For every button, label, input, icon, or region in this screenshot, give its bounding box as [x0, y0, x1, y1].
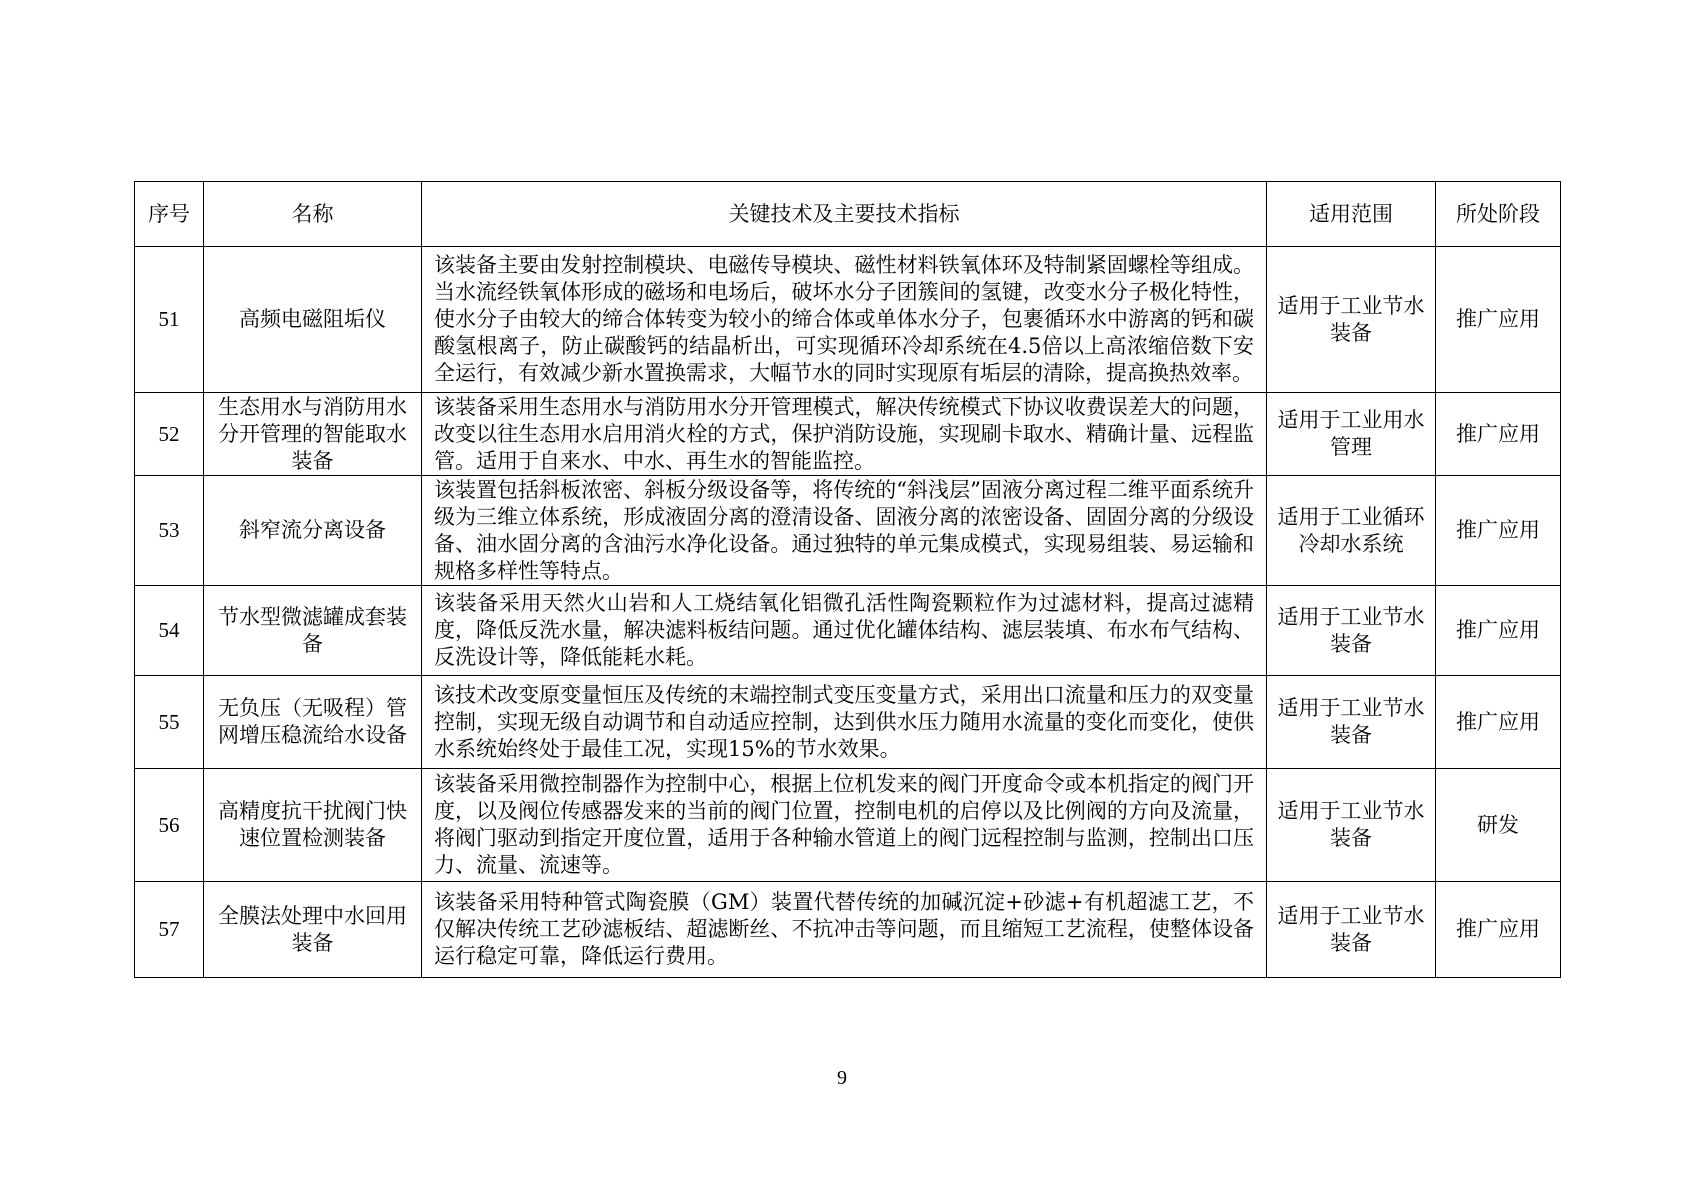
name-cell: 斜窄流分离设备 [204, 476, 422, 586]
scope-cell: 适用于工业节水装备 [1267, 769, 1436, 882]
name-cell: 生态用水与消防用水分开管理的智能取水装备 [204, 393, 422, 476]
technology-cell: 该装备采用微控制器作为控制中心，根据上位机发来的阀门开度命令或本机指定的阀门开度，以及阀位传感器发来的当前的阀门位置，控制电机的启停以及比例阀的方向及流量，将阀门驱动到指定开度位置，适用于各种输水管道上的阀门远程控制与监测，控制出口压力、流量、流速等。 [422, 769, 1267, 882]
stage-cell: 推广应用 [1436, 393, 1561, 476]
stage-cell: 推广应用 [1436, 586, 1561, 676]
table-row [135, 476, 1561, 586]
row-number-cell: 51 [135, 247, 204, 393]
header-scope: 适用范围 [1267, 182, 1436, 247]
stage-cell: 推广应用 [1436, 476, 1561, 586]
stage-cell: 推广应用 [1436, 882, 1561, 978]
name-cell: 节水型微滤罐成套装备 [204, 586, 422, 676]
table-row [135, 247, 1561, 393]
scope-cell: 适用于工业节水装备 [1267, 247, 1436, 393]
scope-cell: 适用于工业循环冷却水系统 [1267, 476, 1436, 586]
scope-cell: 适用于工业节水装备 [1267, 586, 1436, 676]
row-number-cell: 55 [135, 676, 204, 769]
technology-cell: 该装备采用生态用水与消防用水分开管理模式，解决传统模式下协议收费误差大的问题，改变以往生态用水启用消火栓的方式，保护消防设施，实现刷卡取水、精确计量、远程监管。适用于自来水、中水、再生水的智能监控。 [422, 393, 1267, 476]
table-row [135, 676, 1561, 769]
technology-cell: 该装备主要由发射控制模块、电磁传导模块、磁性材料铁氧体环及特制紧固螺栓等组成。当水流经铁氧体形成的磁场和电场后，破坏水分子团簇间的氢键，改变水分子极化特性，使水分子由较大的缔合体转变为较小的缔合体或单体水分子，包裹循环水中游离的钙和碳酸氢根离子，防止碳酸钙的结晶析出，可实现循环冷却系统在4.5倍以上高浓缩倍数下安全运行，有效减少新水置换需求，大幅节水的同时实现原有垢层的清除，提高换热效率。 [422, 247, 1267, 393]
name-cell: 全膜法处理中水回用装备 [204, 882, 422, 978]
page-number: 9 [837, 1067, 847, 1089]
row-number-cell: 52 [135, 393, 204, 476]
row-number-cell: 54 [135, 586, 204, 676]
scope-cell: 适用于工业用水管理 [1267, 393, 1436, 476]
name-cell: 无负压（无吸程）管网增压稳流给水设备 [204, 676, 422, 769]
row-number-cell: 56 [135, 769, 204, 882]
header-serial-number: 序号 [135, 182, 204, 247]
header-stage: 所处阶段 [1436, 182, 1561, 247]
table-row [135, 882, 1561, 978]
name-cell: 高频电磁阻垢仪 [204, 247, 422, 393]
scope-cell: 适用于工业节水装备 [1267, 882, 1436, 978]
table-row [135, 769, 1561, 882]
technology-cell: 该装备采用天然火山岩和人工烧结氧化铝微孔活性陶瓷颗粒作为过滤材料，提高过滤精度，降低反洗水量，解决滤料板结问题。通过优化罐体结构、滤层装填、布水布气结构、反洗设计等，降低能耗水耗。 [422, 586, 1267, 676]
stage-cell: 推广应用 [1436, 676, 1561, 769]
technology-cell: 该技术改变原变量恒压及传统的末端控制式变压变量方式，采用出口流量和压力的双变量控制，实现无级自动调节和自动适应控制，达到供水压力随用水流量的变化而变化，使供水系统始终处于最佳工况，实现15%的节水效果。 [422, 676, 1267, 769]
header-name: 名称 [204, 182, 422, 247]
table-row [135, 393, 1561, 476]
table-header-row [135, 182, 1561, 247]
stage-cell: 研发 [1436, 769, 1561, 882]
row-number-cell: 53 [135, 476, 204, 586]
technology-cell: 该装置包括斜板浓密、斜板分级设备等，将传统的“斜浅层”固液分离过程二维平面系统升级为三维立体系统，形成液固分离的澄清设备、固液分离的浓密设备、固固分离的分级设备、油水固分离的含油污水净化设备。通过独特的单元集成模式，实现易组装、易运输和规格多样性等特点。 [422, 476, 1267, 586]
equipment-table [134, 181, 1561, 978]
scope-cell: 适用于工业节水装备 [1267, 676, 1436, 769]
header-key-technology: 关键技术及主要技术指标 [422, 182, 1267, 247]
row-number-cell: 57 [135, 882, 204, 978]
stage-cell: 推广应用 [1436, 247, 1561, 393]
technology-cell: 该装备采用特种管式陶瓷膜（GM）装置代替传统的加碱沉淀+砂滤+有机超滤工艺，不仅解决传统工艺砂滤板结、超滤断丝、不抗冲击等问题，而且缩短工艺流程，使整体设备运行稳定可靠，降低运行费用。 [422, 882, 1267, 978]
table-row [135, 586, 1561, 676]
name-cell: 高精度抗干扰阀门快速位置检测装备 [204, 769, 422, 882]
